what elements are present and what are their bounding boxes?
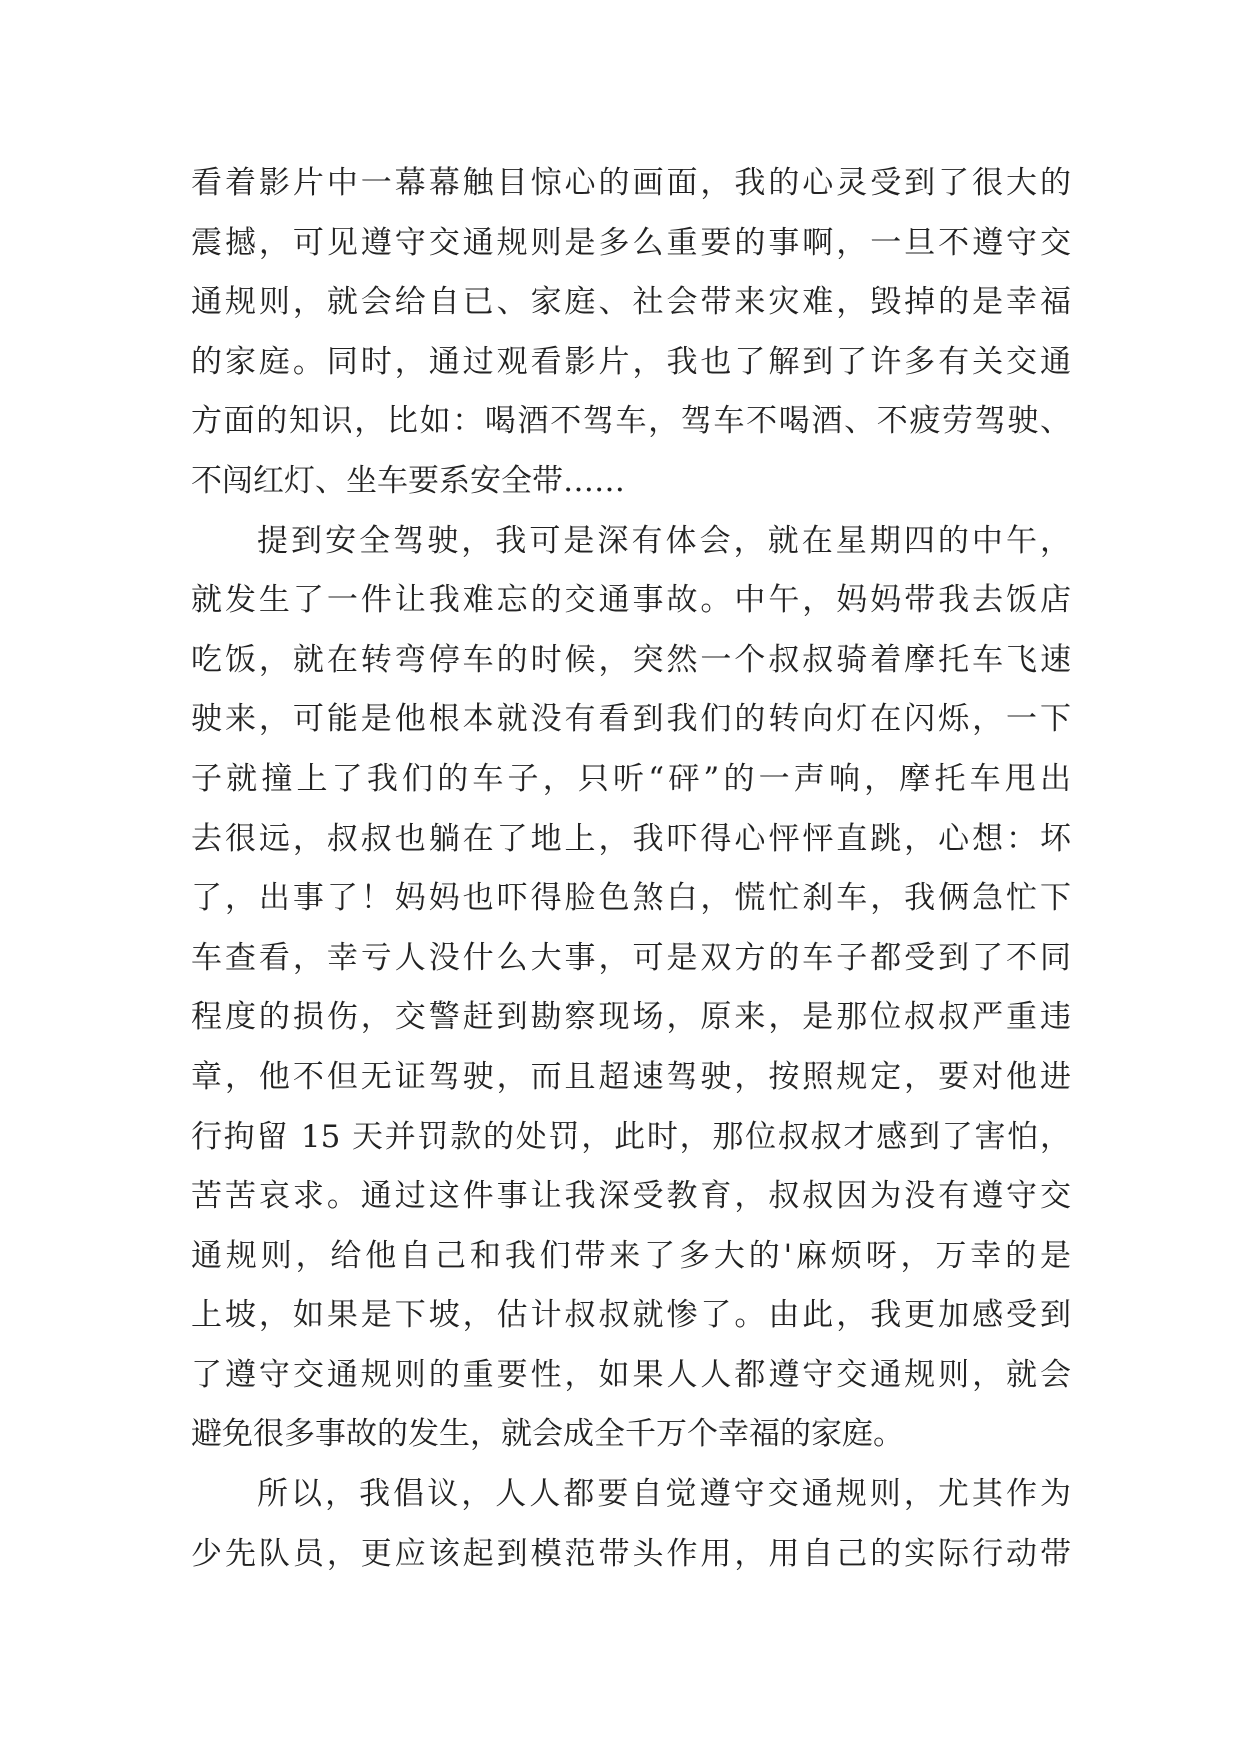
body-text xyxy=(191,154,1071,1584)
text-line: 程度的损伤，交警赶到勘察现场，原来，是那位叔叔严重违 xyxy=(191,999,1071,1036)
text-line: 章，他不但无证驾驶，而且超速驾驶，按照规定，要对他进 xyxy=(191,1058,1071,1095)
text-line: 行拘留 15 天并罚款的处罚，此时，那位叔叔才感到了害怕， xyxy=(191,1118,1071,1155)
text-line: 避免很多事故的发生，就会成全千万个幸福的家庭。 xyxy=(191,1416,904,1453)
text-line: 了遵守交通规则的重要性，如果人人都遵守交通规则，就会 xyxy=(191,1356,1071,1393)
text-line: 通规则，就会给自已、家庭、社会带来灾难，毁掉的是幸福 xyxy=(191,284,1071,321)
text-line: 通规则，给他自己和我们带来了多大的'麻烦呀，万幸的是 xyxy=(191,1237,1071,1274)
text-line: 子就撞上了我们的车子，只听“砰”的一声响，摩托车甩出 xyxy=(191,760,1071,797)
text-line: 的家庭。同时，通过观看影片，我也了解到了许多有关交通 xyxy=(191,343,1071,380)
text-line: 了，出事了！妈妈也吓得脸色煞白，慌忙刹车，我俩急忙下 xyxy=(191,880,1071,917)
text-line: 驶来，可能是他根本就没有看到我们的转向灯在闪烁，一下 xyxy=(191,701,1071,738)
text-line: 去很远，叔叔也躺在了地上，我吓得心怦怦直跳，心想：坏 xyxy=(191,820,1071,857)
text-line: 方面的知识，比如：喝酒不驾车，驾车不喝酒、不疲劳驾驶、 xyxy=(191,403,1071,440)
text-line: 上坡，如果是下坡，估计叔叔就惨了。由此，我更加感受到 xyxy=(191,1297,1071,1334)
text-line: 吃饭，就在转弯停车的时候，突然一个叔叔骑着摩托车飞速 xyxy=(191,641,1071,678)
text-line: 看着影片中一幕幕触目惊心的画面，我的心灵受到了很大的 xyxy=(191,165,1071,201)
text-line: 少先队员，更应该起到模范带头作用，用自己的实际行动带 xyxy=(191,1535,1071,1572)
text-line: 不闯红灯、坐车要系安全带…… xyxy=(191,462,625,499)
text-line: 车查看，幸亏人没什么大事，可是双方的车子都受到了不同 xyxy=(191,939,1071,976)
text-line: 震撼，可见遵守交通规则是多么重要的事啊，一旦不遵守交 xyxy=(191,224,1071,261)
text-line: 提到安全驾驶，我可是深有体会，就在星期四的中午， xyxy=(257,522,1071,559)
text-line: 苦苦哀求。通过这件事让我深受教育，叔叔因为没有遵守交 xyxy=(191,1178,1071,1215)
text-line: 所以，我倡议，人人都要自觉遵守交通规则，尤其作为 xyxy=(257,1476,1071,1513)
text-line: 就发生了一件让我难忘的交通事故。中午，妈妈带我去饭店 xyxy=(191,582,1071,619)
